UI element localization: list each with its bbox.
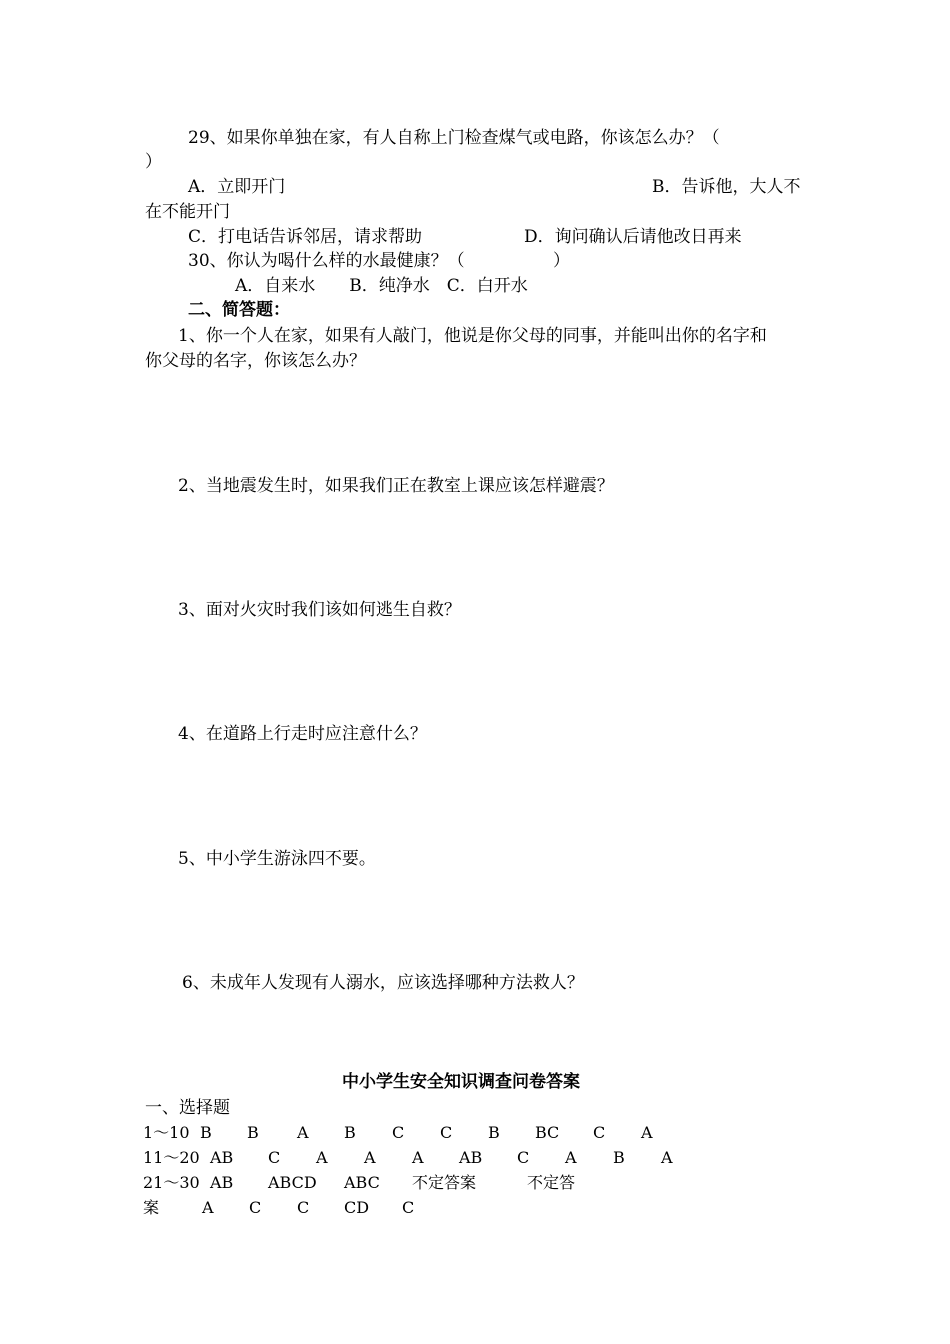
q29-option-a: A．立即开门 xyxy=(188,177,286,197)
q30-stem-close: ） xyxy=(553,251,570,271)
q30-options: A．自来水 B．纯净水 C．白开水 xyxy=(235,276,528,296)
short-answer-q6: 6、未成年人发现有人溺水，应该选择哪种方法救人？ xyxy=(182,973,584,993)
answer-row-label: 21～30 xyxy=(143,1173,200,1192)
q29-stem: 29、如果你单独在家，有人自称上门检查煤气或电路，你该怎么办？（ xyxy=(188,128,720,148)
answer-cell: C xyxy=(297,1198,310,1217)
q30-stem: 30、你认为喝什么样的水最健康？（ xyxy=(188,251,465,271)
answer-row-label: 1～10 xyxy=(143,1123,190,1142)
answer-row-label: 11～20 xyxy=(143,1148,200,1167)
answer-cell: C xyxy=(392,1123,405,1142)
answer-cell: A xyxy=(316,1148,328,1167)
q29-option-b-cont: 在不能开门 xyxy=(145,202,230,222)
short-answer-q1-cont: 你父母的名字，你该怎么办？ xyxy=(145,351,366,371)
answer-cell: 案 xyxy=(143,1198,160,1217)
q29-option-d: D．询问确认后请他改日再来 xyxy=(524,227,742,247)
answer-cell: C xyxy=(517,1148,530,1167)
answer-cell: A xyxy=(202,1198,214,1217)
answer-cell: ABC xyxy=(344,1173,380,1192)
answer-cell: AB xyxy=(210,1173,234,1192)
answer-cell: B xyxy=(344,1123,356,1142)
answer-cell: A xyxy=(297,1123,309,1142)
answer-cell: AB xyxy=(210,1148,234,1167)
answer-cell: 不定答案 xyxy=(412,1173,477,1192)
short-answer-q2: 2、当地震发生时，如果我们正在教室上课应该怎样避震？ xyxy=(178,476,614,496)
short-answer-q4: 4、在道路上行走时应注意什么？ xyxy=(178,724,427,744)
answer-cell: 不定答 xyxy=(527,1173,576,1192)
answer-cell: AB xyxy=(459,1148,483,1167)
q29-option-c: C．打电话告诉邻居，请求帮助 xyxy=(188,227,423,247)
q29-stem-close: ） xyxy=(145,152,162,172)
answer-cell: B xyxy=(488,1123,500,1142)
answer-cell: CD xyxy=(344,1198,370,1217)
answer-cell: BC xyxy=(535,1123,560,1142)
answer-cell: C xyxy=(268,1148,281,1167)
answer-cell: B xyxy=(613,1148,625,1167)
short-answer-q5: 5、中小学生游泳四不要。 xyxy=(178,849,376,869)
answer-cell: A xyxy=(364,1148,376,1167)
answers-section: 一、选择题 xyxy=(145,1098,230,1118)
answer-cell: A xyxy=(412,1148,424,1167)
short-answer-q1: 1、你一个人在家，如果有人敲门，他说是你父母的同事，并能叫出你的名字和 xyxy=(178,326,767,346)
answer-cell: A xyxy=(565,1148,577,1167)
answer-cell: A xyxy=(641,1123,653,1142)
section-heading: 二、简答题： xyxy=(188,300,290,320)
short-answer-q3: 3、面对火灾时我们该如何逃生自救？ xyxy=(178,600,461,620)
answer-cell: A xyxy=(661,1148,673,1167)
answer-cell: C xyxy=(249,1198,262,1217)
answers-title: 中小学生安全知识调查问卷答案 xyxy=(342,1072,580,1092)
answer-cell: C xyxy=(402,1198,415,1217)
answer-cell: B xyxy=(247,1123,259,1142)
answer-cell: ABCD xyxy=(268,1173,317,1192)
answer-cell: C xyxy=(593,1123,606,1142)
answer-cell: C xyxy=(440,1123,453,1142)
answer-cell: B xyxy=(200,1123,212,1142)
q29-option-b: B．告诉他，大人不 xyxy=(652,177,801,197)
